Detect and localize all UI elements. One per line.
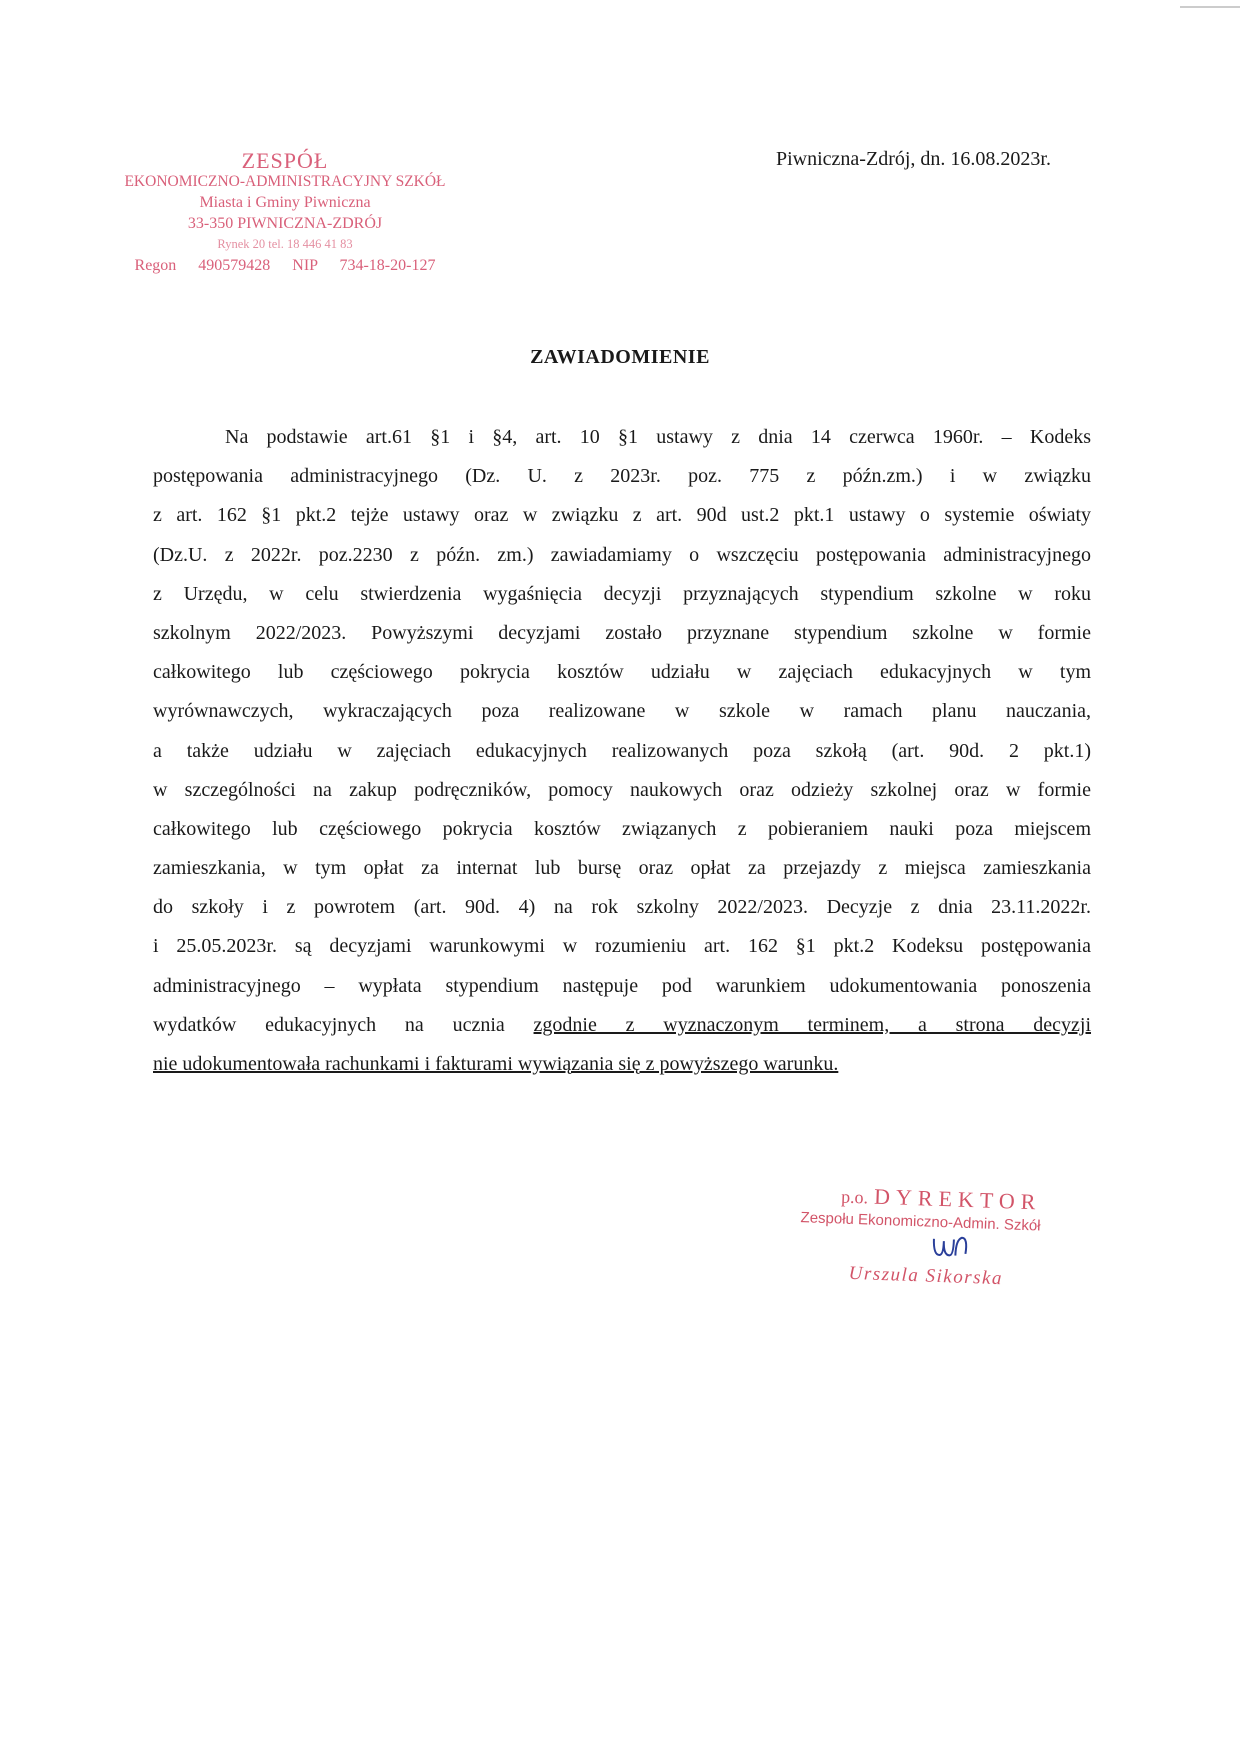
body-line — [153, 1012, 1091, 1051]
stamp-line: ZESPÓŁ — [241, 148, 329, 173]
body-line: i 25.05.2023r. są decyzjami warunkowymi w rozumieniu art. 162 §1 pkt.2 Kodeksu postępowania — [153, 935, 1091, 958]
body-line: całkowitego lub częściowego pokrycia kosztów udziału w zajęciach edukacyjnych w tym — [153, 661, 1091, 684]
document-body — [153, 424, 1091, 1090]
signature-role: DYREKTOR — [873, 1183, 1042, 1215]
underlined-text: nie udokumentowała rachunkami i fakturami wywiązania się z powyższego warunku. — [153, 1053, 839, 1075]
stamp-line: Rynek 20 tel. 18 446 41 83 — [217, 237, 353, 251]
body-line: wyrównawczych, wykraczających poza realizowane w szkole w ramach planu nauczania, — [153, 700, 1091, 723]
body-line: do szkoły i z powrotem (art. 90d. 4) na rok szkolny 2022/2023. Decyzje z dnia 23.11.2022r. — [153, 896, 1091, 919]
body-line: w szczególności na zakup podręczników, pomocy naukowych oraz odzieży szkolnej oraz w formie — [153, 778, 1091, 801]
body-line: postępowania administracyjnego (Dz. U. z 2023r. poz. 775 z późn.zm.) i w związku — [153, 465, 1091, 488]
document-date: Piwniczna-Zdrój, dn. 16.08.2023r. — [776, 148, 1051, 170]
stamp-line: 33-350 PIWNICZNA-ZDRÓJ — [187, 215, 383, 232]
stamp-line: Regon 490579428 NIP 734-18-20-127 — [134, 257, 436, 274]
school-stamp — [110, 150, 460, 276]
body-line: z art. 162 §1 pkt.2 tejże ustawy oraz w związku z art. 90d ust.2 pkt.1 ustawy o systemie oświaty — [153, 504, 1091, 527]
document-title: ZAWIADOMIENIE — [530, 346, 710, 368]
scan-edge — [1180, 6, 1240, 8]
body-line: z Urzędu, w celu stwierdzenia wygaśnięcia decyzji przyznających stypendium szkolne w roku — [153, 582, 1091, 605]
body-line: całkowitego lub częściowego pokrycia kosztów związanych z pobieraniem nauki poza miejscem — [153, 817, 1091, 840]
body-line: administracyjnego – wypłata stypendium następuje pod warunkiem udokumentowania ponoszenia — [153, 974, 1091, 997]
handwritten-signature-icon — [929, 1233, 1080, 1271]
body-line: (Dz.U. z 2022r. poz.2230 z późn. zm.) zawiadamiamy o wszczęciu postępowania administracyjnego — [153, 543, 1091, 566]
signature-name: Urszula Sikorska — [848, 1262, 1004, 1290]
underlined-text: zgodnie z wyznaczonym terminem, a strona decyzji — [533, 1013, 1092, 1036]
body-line: a także udziału w zajęciach edukacyjnych realizowanych poza szkołą (art. 90d. 2 pkt.1) — [153, 739, 1091, 762]
signature-prefix: p.o. — [840, 1186, 869, 1208]
body-line: zamieszkania, w tym opłat za internat lub bursę oraz opłat za przejazdy z miejsca zamieszkania — [153, 857, 1091, 880]
body-line: szkolnym 2022/2023. Powyższymi decyzjami zostało przyznane stypendium szkolne w formie — [153, 621, 1091, 644]
signature-stamp — [798, 1181, 1081, 1293]
body-line: Na podstawie art.61 §1 i §4, art. 10 §1 ustawy z dnia 14 czerwca 1960r. – Kodeks — [225, 426, 1091, 448]
body-text: wydatków edukacyjnych na ucznia — [153, 1013, 505, 1036]
stamp-line: EKONOMICZNO-ADMINISTRACYJNY SZKÓŁ — [124, 173, 446, 190]
signature-institution: Zespołu Ekonomiczno-Admin. Szkół — [800, 1209, 1041, 1235]
body-line — [153, 1051, 1091, 1090]
stamp-line: Miasta i Gminy Piwniczna — [199, 194, 371, 211]
